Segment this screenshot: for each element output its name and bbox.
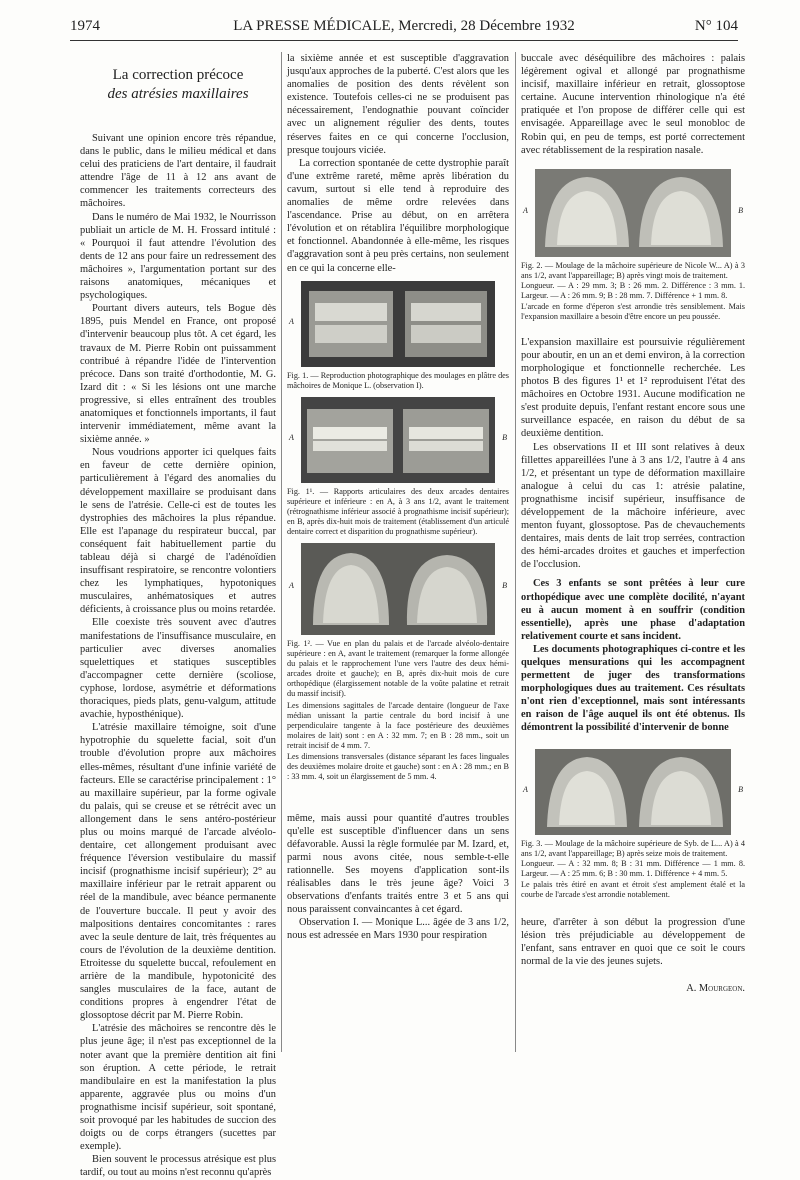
- paragraph: Elle coexiste très souvent avec d'autres manifestations de l'insuffisance musculaire, en particulier avec diverses anomalies squelettiques et statiques susceptibles d'accompagner cette dernière (scoliose, cyphose, lordose, asymétrie et déformations thoraciques, pieds plats, genu-valgum, attitude avachie, hyposthénique).: [80, 617, 276, 721]
- column-divider: [515, 52, 516, 1052]
- photo-upper-jaw: A B: [535, 749, 731, 835]
- paragraph: Les documents photographiques ci-contre et les quelques mensurations qui les accompagnent permettent de juger des transformations morphologiques dues au traitement. Ces résultats n'ont rien d'exceptionnel, mais sont intéressants en raison de l'âge auquel ils ont été obtenus. Ils démontrent la possibilité d'intervenir de bonne: [521, 643, 745, 734]
- paragraph: Nous voudrions apporter ici quelques faits en faveur de cette dernière opinion, particulièrement à l'égard des anomalies du développement maxillaire se produisant dans le sens de l'atrésie. Celle-ci est de toutes les dystrophies des mâchoires la plus répandue. Elle est l'apanage du respirateur buccal, par conséquent fait habituellement partie du tableau déjà si chargé de l'adénoïdien insuffisant respiratoire, se rencontre volontiers chez les lymphatiques, hypotoniques musculaires, anhématosiques et autres déficients, à croissance plus ou moins retardée.: [80, 447, 276, 616]
- measurement-note: Le palais très étiré en avant et étroit s'est amplement étalé et la courbe de l'arcade s'est arrondie notablement.: [521, 879, 745, 899]
- column-3: [521, 52, 745, 995]
- observation-paragraph: Observation I. — Monique L... âgée de 3 ans 1/2, nous est adressée en Mars 1930 pour respiration: [287, 917, 509, 942]
- paragraph: L'atrésie maxillaire témoigne, soit d'une hypotrophie du squelette facial, soit d'un trouble d'évolution propre aux mâchoires elles-mêmes, résultant d'une infinie variété de facteurs. Elle se caractérise principalement : 1° au maxillaire supérieur, par la forme ogivale du palais, qui se creuse et se rétrécit avec un allongement dans le sens antéro-postérieur plus ou moins marqué de l'arcade alvéolo-dentaire, cet allongement produisant avec fréquence l'éversion vestibulaire du massif incisif (prognathisme incisif supérieur); 2° au maxillaire inférieur par le retrait apparent ou réel de la mandibule, avec béance permanente de l'ouverture buccale. Il peut y avoir des malpositions dentaires concomitantes : rares avec la seule denture de lait, très fréquentes au cours de l'évolution de la deuxième dentition. Etroitesse du squelette buccal, refoulement en arrière de la mandibule, hypotonicité des sangles musculaires de la face, autant de conditions propres à engendrer l'état de glossoptose décrit par M. Pierre Robin.: [80, 722, 276, 1022]
- paragraph: Les observations II et III sont relatives à deux fillettes appareillées l'une à 3 ans 1/2, l'autre à 4 ans 1/2, et présentant un type de déformation maxillaire analogue à celui du cas 1: atrésie palatine, prognathisme incisif supérieur, insuffisance de développement de la mâchoire inférieure, avec menton fuyant, glossoptose. Pas de chevauchements dentaires, mais dents de lait trop serrées, contraction des hémi-arcades droites et gauches et imperfection de l'occlusion.: [521, 441, 745, 571]
- measurement-note: Longueur. — A : 29 mm. 3; B : 26 mm. 2. Différence : 3 mm. 1. Largeur. — A : 26 mm. 9; B : 28 mm. 7. Différence + 1 mm. 8.: [521, 280, 745, 300]
- photo-jaw-casts: A: [301, 281, 495, 367]
- paragraph: L'atrésie des mâchoires se rencontre dès le plus jeune âge; il n'est pas exceptionnel de la noter avant que la première dentition ait fini son éruption. A cette période, le retrait mandibulaire en est la manifestation la plus apparente, aggravée plus ou moins d'un prognathisme incisif supérieur, soit spontané, soit provoqué par les habitudes de succion des doigts ou de corps étrangers (sucettes par exemple).: [80, 1023, 276, 1153]
- article-title: La correction précoce des atrésies maxillaires: [107, 67, 249, 102]
- paragraph: la sixième année et est susceptible d'aggravation jusqu'aux approches de la puberté. C'est alors que les anomalies de position des dents révèlent son existence. Toutefois celles-ci ne se produisent pas nécessairement, l'endognathie pouvant coïncider avec un alignement régulier des dents, toutes réserves faites en ce qui concerne l'occlusion, presque toujours viciée.: [287, 53, 509, 156]
- column-1: [80, 52, 276, 1180]
- column-divider: [281, 52, 282, 1052]
- paragraph: Pourtant divers auteurs, tels Bogue dès 1895, puis Mendel en France, ont proposé d'intervenir beaucoup plus tôt. A cet égard, les travaux de M. Pierre Robin ont puissamment contribué à répandre l'idée de l'intervention précoce. Dans son traité d'orthodontie, M. G. Izard dit : « Si les lésions ont une marche progressive, si elles entraînent des troubles anatomiques et fonctionnels importants, il faut intervenir immédiatement, même avant la sixième année. »: [80, 303, 276, 446]
- figure-caption: Fig. 3. — Moulage de la mâchoire supérieure de Syb. de L... A) à 4 ans 1/2, avant l'appareillage; B) après seize mois de traitement.: [521, 838, 745, 858]
- figure-caption: Fig. 1². — Vue en plan du palais et de l'arcade alvéolo-dentaire supérieure : en A, avant le traitement (remarquer la forme allongée du palais et le rapprochement l'une vers l'autre des deux hémi-arcades droite et gauche); en B, après dix-huit mois de cure orthopédique (élargissement notable de la voûte palatine et retrait du massif incisif).: [287, 638, 509, 698]
- paragraph: même, mais aussi pour quantité d'autres troubles qu'elle est susceptible d'influencer dans un sens défavorable. Aussi la règle formulée par M. Izard, et, parmi nous avons citée, nous semble-t-elle rationnelle. Ses moyens d'application sont-ils réalisables dans le très jeune âge? Voici 3 observations d'enfants traités entre 3 et 5 ans qui nous paraissent convaincantes à cet égard.: [287, 812, 509, 916]
- figure-caption: Fig. 1. — Reproduction photographique des moulages en plâtre des mâchoires de Monique L. (observation I).: [287, 370, 509, 390]
- figure-caption: Fig. 1¹. — Rapports articulaires des deux arcades dentaires supérieure et inférieure : en A, à 3 ans 1/2, avant le traitement (rétrognathisme inférieur associé à prognathisme incisif supérieur); en B, après dix-huit mois de traitement (établissement d'un articulé dentaire correct et disparition du prognathisme supérieur).: [287, 486, 509, 536]
- paragraph: L'expansion maxillaire est poursuivie régulièrement pour aboutir, en un an et demi environ, à la correction morphologique et fonctionnelle recherchée. Les photos B des figures 1¹ et 1² reproduisent l'état des mâchoires en Octobre 1931. Aucune modification ne s'est produite depuis, l'enfant restant encore sous une surveillance espacée, en raison du début de sa deuxième dentition.: [521, 336, 745, 440]
- issue-number: N° 104: [694, 18, 738, 34]
- figure-1-1: [287, 397, 509, 537]
- photo-palate-plan: A B: [301, 543, 495, 635]
- paragraph: buccale avec déséquilibre des mâchoires : palais légèrement ogival et allongé par prognathisme incisif, maxillaire inférieur en retrait, glossoptose certaine. Aucune intervention rhinologique n'a été pratiquée et l'on propose de différer celle qui est envisagée. Appareillage avec le seul monobloc de Robin qui, en peu de temps, est porté correctement avec rétablissement de la respiration nasale.: [521, 53, 745, 156]
- figure-1-2: [287, 543, 509, 782]
- figure-3: [521, 749, 745, 900]
- paragraph: heure, d'arrêter à son début la progression d'une lésion très préjudiciable au développement de l'enfant, sans entraver en quoi que ce soit le cours normal de la vie des jeunes sujets.: [521, 916, 745, 967]
- paragraph: Bien souvent le processus atrésique est plus tardif, ou tout au moins n'est reconnu qu'après: [80, 1154, 276, 1179]
- measurement-note: Longueur. — A : 32 mm. 8; B : 31 mm. Différence — 1 mm. 8. Largeur. — A : 25 mm. 6; B : 30 mm. 1. Différence + 4 mm. 5.: [521, 858, 745, 878]
- figure-caption: Fig. 2. — Moulage de la mâchoire supérieure de Nicole W... A) à 3 ans 1/2, avant l'appareillage; B) après vingt mois de traitement.: [521, 260, 745, 280]
- measurement-note: L'arcade en forme d'éperon s'est arrondie très sensiblement. Mais l'expansion maxillaire a besoin d'être encore un peu poussée.: [521, 301, 745, 321]
- figure-2: [521, 169, 745, 322]
- measurement-note: Les dimensions transversales (distance séparant les faces linguales des deuxièmes molaire droite et gauche) sont : en A : 28 mm.; en B : 33 mm. 4, soit un élargissement de 5 mm. 4.: [287, 751, 509, 781]
- measurement-note: Les dimensions sagittales de l'arcade dentaire (longueur de l'axe médian unissant la partie centrale du bord incisif à une perpendiculaire tangente à la face postérieure des deuxièmes molaires de lait) sont : en A : 32 mm. 7; en B : 28 mm., soit un retrait incisif de 4 mm. 7.: [287, 700, 509, 750]
- figure-1: [287, 281, 509, 391]
- photo-upper-jaw: A B: [535, 169, 731, 257]
- paragraph: Dans le numéro de Mai 1932, le Nourrisson publiait un article de M. H. Frossard intitulé : « Pourquoi il faut attendre l'évolution des dents de 12 ans pour faire un redressement des mâchoires », l'argumentation portant sur des raisons anatomiques, mécaniques et psychologiques.: [80, 211, 276, 302]
- paragraph: La correction spontanée de cette dystrophie paraît d'une extrême rareté, même après libération du cavum, surtout si elle tend à reproduire des anomalies de même ordre relevées dans l'ascendance. Prise au début, on en arrêtera l'évolution et on rétablira l'équilibre morphologique et fonctionnel. Abandonnée à elle-même, les risques d'aggravation sont à peu près certains, non seulement en ce qui la concerne elle-: [287, 157, 509, 274]
- column-2: [287, 52, 509, 943]
- author-signature: A. Mourgeon.: [686, 982, 745, 994]
- header-rule: [70, 40, 738, 41]
- paragraph: Ces 3 enfants se sont prêtées à leur cure orthopédique avec une complète docilité, n'ayant eu à aucun moment à en souffrir (condition essentielle), après une phase d'adaptation relativement courte et sans incident.: [521, 578, 745, 642]
- page-header: [70, 18, 738, 40]
- photo-occlusion: A B: [301, 397, 495, 483]
- journal-title: LA PRESSE MÉDICALE, Mercredi, 28 Décembre 1932: [233, 18, 575, 34]
- page-number: 1974: [70, 18, 100, 34]
- paragraph: Suivant une opinion encore très répandue, dans le public, dans le milieu médical et dans celui des praticiens de l'art dentaire, il faudrait attendre l'âge de 11 à 12 ans avant de commencer les traitements correcteurs des mâchoires.: [80, 133, 276, 210]
